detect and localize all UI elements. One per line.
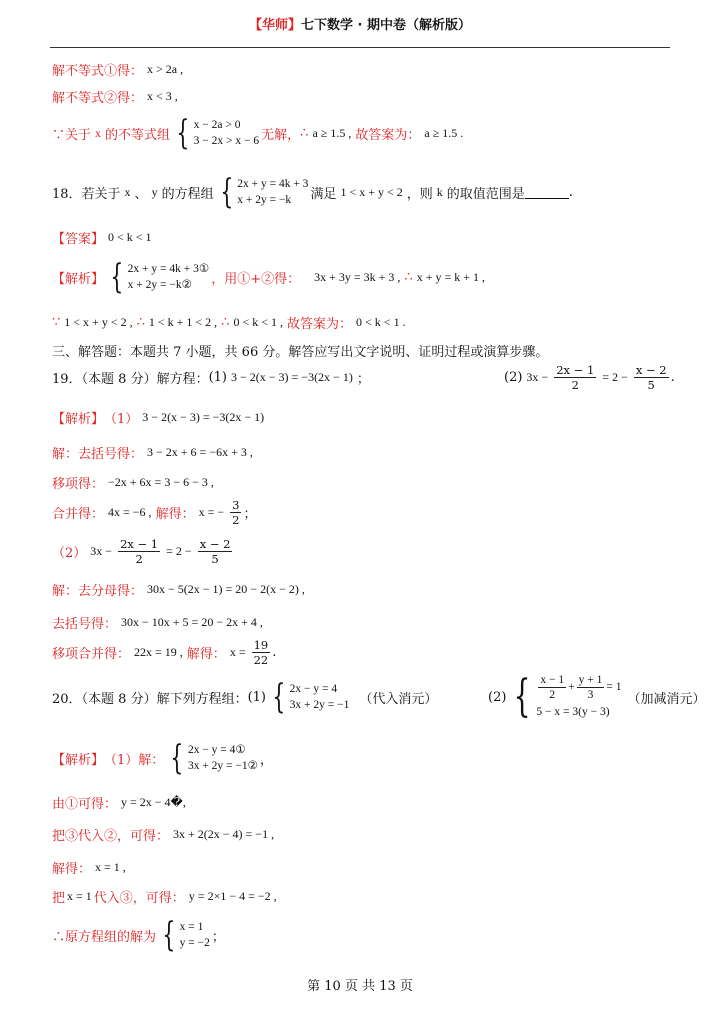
math-expr: ； [211, 929, 225, 945]
math-expr: ， [259, 752, 273, 768]
math-expr: y = 2×1 − 4 = −2 , [188, 889, 277, 903]
analysis-18 [52, 257, 489, 297]
ineq-conclusion [52, 113, 467, 153]
fraction [577, 673, 605, 702]
fraction [634, 363, 669, 392]
math-expr: 3x − [90, 544, 113, 558]
step-label: 解不等式①得： [52, 64, 144, 79]
step-label: ∴ [404, 269, 413, 285]
system-row: 2x + y = 4k + 3① [127, 263, 210, 275]
math-expr: a ≥ 1.5 , [312, 125, 352, 140]
math-expr: 3 − 2x + 6 = −6x + 3 , [147, 445, 253, 459]
method-note: （加减消元） [627, 691, 706, 707]
system-row: 3 − 2x > x − 6 [193, 135, 260, 147]
math-expr: 3 − 2(x − 3) = −3(2x − 1) [231, 370, 353, 384]
math-expr: = 1 [606, 681, 622, 693]
numerator: 2x − 1 [556, 363, 595, 377]
math-expr: 1 < x + y < 2 [340, 184, 403, 199]
question-text: 18．若关于 [52, 186, 121, 202]
question-text: . [568, 184, 573, 200]
step-solve-x [52, 858, 130, 877]
step-label: ∵关于 [52, 127, 92, 143]
math-var: k [436, 184, 443, 199]
math-expr: 1 < x + y < 2 , [64, 315, 133, 329]
math-expr: y = 2x − 4�, [121, 795, 186, 809]
question-text: 的方程组 [161, 186, 214, 202]
system-row [536, 673, 621, 702]
question-text: 、 [134, 186, 148, 202]
numerator: x − 2 [635, 363, 667, 377]
math-var: y [151, 184, 158, 199]
equation-system: { 2x + y = 4k + 3 x + 2y = −k [219, 172, 309, 212]
step-transpose-combine [52, 638, 276, 667]
system-row: 2x − y = 4① [187, 744, 246, 756]
numerator: y + 1 [578, 673, 603, 686]
system-row: y = −2 [179, 937, 210, 949]
question-text: 满足 [310, 186, 337, 202]
answer-blank [525, 186, 569, 199]
system-row: 3x + 2y = −1② [187, 760, 258, 772]
numerator: 2x − 1 [120, 537, 159, 551]
math-expr: ； [243, 507, 257, 522]
math-expr: a ≥ 1.5 . [424, 125, 464, 140]
method-note: （代入消元） [359, 691, 438, 707]
step-label: ∴ [300, 125, 309, 141]
step-combine [52, 498, 256, 527]
denominator: 3 [587, 688, 594, 701]
analysis-label: 【解析】 [52, 752, 105, 768]
math-expr: . [272, 645, 277, 660]
part-label: (1) [247, 689, 266, 705]
math-expr: 0 < k < 1 , [233, 315, 284, 329]
math-expr: 1 < k + 1 < 2 , [148, 315, 218, 329]
step-label: 去括号得： [52, 617, 118, 632]
denominator: 2 [549, 688, 556, 701]
solve-ineq-2 [52, 87, 182, 106]
denominator: 5 [647, 378, 655, 392]
denominator: 2 [232, 513, 240, 527]
step-clear-denominator [52, 580, 309, 599]
math-expr: = 2 − [166, 544, 192, 558]
step-label: ∴ [221, 315, 230, 330]
step-label: 移项合并得： [52, 647, 131, 662]
fraction [118, 537, 160, 566]
question-text: ，则 [406, 186, 433, 202]
math-expr: x = [229, 645, 246, 659]
part-label: (2) [504, 370, 523, 385]
system-row: x − 2a > 0 [193, 119, 241, 131]
fraction [554, 363, 596, 392]
step-substitute [52, 825, 278, 844]
analysis-label: 【解析】 [52, 271, 105, 287]
step-transpose [52, 473, 218, 492]
question-20-part-2 [488, 673, 706, 722]
analysis-19-part1 [52, 408, 268, 427]
step-label: 解得： [186, 647, 226, 662]
math-expr: 0 < k < 1 [108, 230, 152, 244]
step-label: ∴ [136, 315, 145, 330]
header-rule [50, 47, 670, 48]
analysis-label: 【解析】 [52, 412, 105, 427]
math-expr: 30x − 5(2x − 1) = 20 − 2(x − 2) , [147, 582, 305, 596]
question-18 [52, 172, 573, 212]
math-expr: x = 1 , [95, 860, 126, 874]
equation-system: { 2x − y = 4 3x + 2y = −1 [272, 677, 350, 717]
fraction [538, 673, 566, 702]
step-label: 把 [52, 891, 66, 906]
answer-label: 【答案】 [52, 232, 105, 247]
math-expr: + [568, 681, 575, 693]
page-header [0, 14, 720, 33]
math-expr: 3x + 2(2x − 4) = −1 , [173, 827, 275, 841]
part-label: （1）解： [104, 752, 165, 768]
header-title: 七下数学 · 期中卷（解析版） [301, 18, 471, 33]
step-label: 解：去分母得： [52, 584, 144, 599]
math-expr: x = 1 [67, 889, 92, 903]
system-row: 2x − y = 4 [289, 683, 338, 695]
math-expr: 3 − 2(x − 3) = −3(2x − 1) [142, 410, 265, 424]
step-label: ，用①+②得： [211, 271, 301, 287]
part-label: （2） [52, 546, 87, 561]
fraction [198, 537, 233, 566]
math-expr: 4x = −6 , [108, 505, 152, 519]
denominator: 2 [135, 552, 143, 566]
step-label: 代入③，可得： [93, 891, 185, 906]
numerator: x − 1 [540, 673, 565, 686]
analysis-20-part1 [52, 738, 273, 778]
fraction [230, 498, 241, 527]
page-footer: 第 10 页 共 13 页 [307, 979, 413, 994]
question-text: 19．（本题 8 分）解方程： [52, 372, 209, 387]
step-label: 无解， [261, 127, 301, 143]
math-expr: 3x + 3y = 3k + 3 , [314, 269, 401, 284]
numerator: 19 [253, 638, 269, 652]
equation-system: { $\frac{x - 1}{2}$ + $\frac{y + 1}{3}$ = 1 5 − x = 3(y − 3) [514, 671, 622, 722]
math-expr: 22x = 19 , [134, 645, 183, 659]
question-text: 的取值范围是 [446, 186, 525, 202]
step-label: 移项得： [52, 477, 105, 492]
system-row: 5 − x = 3(y − 3) [536, 705, 610, 718]
question-19-part-2 [504, 363, 675, 392]
step-label: 合并得： [52, 507, 105, 522]
step-label: ∵ [52, 315, 61, 330]
system-row: x = 1 [179, 921, 204, 933]
step-label: 解得： [52, 862, 92, 877]
solution-system: { x = 1 y = −2 [162, 915, 210, 955]
system-row: x + 2y = −k [237, 194, 292, 206]
step-from-1 [52, 793, 190, 812]
header-tag: 【华师】 [248, 18, 301, 33]
system-row: 2x + y = 4k + 3 [237, 178, 309, 190]
system-row: x + 2y = −k② [127, 279, 192, 291]
step-label: 的不等式组 [105, 127, 171, 143]
math-expr: 3x − [526, 370, 549, 384]
question-19 [52, 363, 675, 392]
step-label: 把③代入②，可得： [52, 829, 170, 844]
math-expr: 30x − 10x + 5 = 20 − 2x + 4 , [121, 615, 263, 629]
math-var: x [95, 125, 102, 140]
math-var: x [124, 184, 131, 199]
math-expr: x = − [198, 505, 225, 519]
step-label: ∴原方程组的解为 [52, 929, 157, 945]
numerator: x − 2 [199, 537, 231, 551]
question-text: ； [356, 372, 370, 387]
step-remove-brackets-2 [52, 613, 267, 632]
math-expr: −2x + 6x = 3 − 6 − 3 , [108, 475, 214, 489]
equation-system: { 2x + y = 4k + 3① x + 2y = −k② [110, 257, 210, 297]
denominator: 5 [211, 552, 219, 566]
equation-system: { 2x − y = 4① 3x + 2y = −1② [170, 738, 258, 778]
section-3-heading [52, 341, 548, 360]
analysis-18-conclusion [52, 313, 410, 332]
math-expr: 0 < k < 1 . [356, 315, 406, 329]
step-back-substitute [52, 887, 281, 906]
math-expr: x > 2a , [147, 62, 184, 76]
section-text: 三、解答题：本题共 7 小题，共 66 分。解答应写出文字说明、证明过程或演算步骤。 [52, 345, 549, 360]
solution-conclusion [52, 915, 225, 955]
step-label: 解得： [155, 507, 195, 522]
part-label: (1) [208, 370, 227, 385]
math-expr: x < 3 , [147, 89, 178, 103]
answer-18 [52, 228, 156, 247]
solve-ineq-1 [52, 60, 187, 79]
question-text: . [670, 370, 675, 385]
numerator: 3 [232, 498, 240, 512]
denominator: 2 [571, 378, 579, 392]
step-label: 解：去括号得： [52, 447, 144, 462]
question-20 [52, 671, 706, 722]
step-label: 解不等式②得： [52, 91, 144, 106]
denominator: 22 [253, 653, 269, 667]
question-text: 20．（本题 8 分）解下列方程组： [52, 691, 248, 707]
analysis-19-part2 [52, 537, 234, 566]
step-label: 故答案为： [355, 127, 421, 143]
system-row: 3x + 2y = −1 [289, 699, 350, 711]
math-expr: = 2 − [602, 370, 628, 384]
ineq-system: { x − 2a > 0 3 − 2x > x − 6 [176, 113, 260, 153]
step-remove-brackets [52, 443, 257, 462]
math-expr: x + y = k + 1 , [416, 269, 485, 284]
part-label: （1） [104, 412, 139, 427]
fraction [252, 638, 271, 667]
step-label: 故答案为： [287, 317, 353, 332]
part-label: (2) [488, 689, 507, 705]
step-label: 由①可得： [52, 797, 118, 812]
